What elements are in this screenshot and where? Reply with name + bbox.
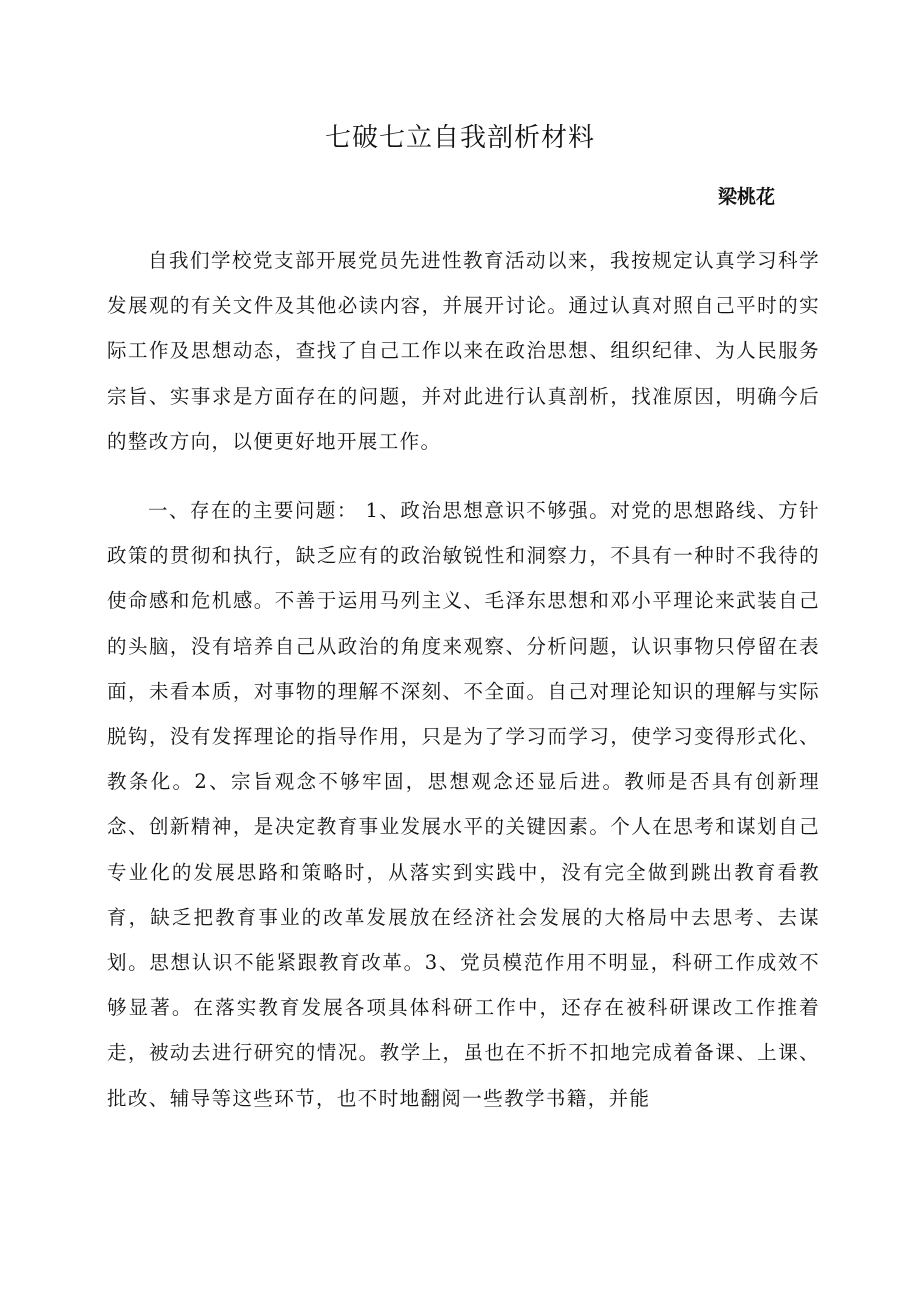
author-name: 梁桃花 [717, 186, 775, 208]
paragraph-intro: 自我们学校党支部开展党员先进性教育活动以来，我按规定认真学习科学发展观的有关文件及其他必读内容，并展开讨论。通过认真对照自己平时的实际工作及思想动态，查找了自己工作以来在政治思想、组织纪律、为人民服务宗旨、实事求是方面存在的问题，并对此进行认真剖析，找准原因，明确今后的整改方向，以便更好地开展工作。 [107, 249, 820, 453]
paragraph-problems: 一、存在的主要问题： 1、政治思想意识不够强。对党的思想路线、方针政策的贯彻和执行，缺乏应有的政治敏锐性和洞察力，不具有一种时不我待的使命感和危机感。不善于运用马列主义、毛泽东思想和邓小平理论来武装自己的头脑，没有培养自己从政治的角度来观察、分析问题，认识事物只停留在表面，未看本质，对事物的理解不深刻、不全面。自己对理论知识的理解与实际脱钩，没有发挥理论的指导作用，只是为了学习而学习，使学习变得形式化、教条化。2、宗旨观念不够牢固，思想观念还显后进。教师是否具有创新理念、创新精神，是决定教育事业发展水平的关键因素。个人在思考和谋划自己专业化的发展思路和策略时，从落实到实践中，没有完全做到跳出教育看教育，缺乏把教育事业的改革发展放在经济社会发展的大格局中去思考、去谋划。思想认识不能紧跟教育改革。3、党员模范作用不明显，科研工作成效不够显著。在落实教育发展各项具体科研工作中，还存在被科研课改工作推着走，被动去进行研究的情况。教学上，虽也在不折不扣地完成着备课、上课、批改、辅导等这些环节，也不时地翻阅一些教学书籍，并能 [107, 499, 820, 1110]
document-title: 七破七立自我剖析材料 [324, 123, 595, 153]
